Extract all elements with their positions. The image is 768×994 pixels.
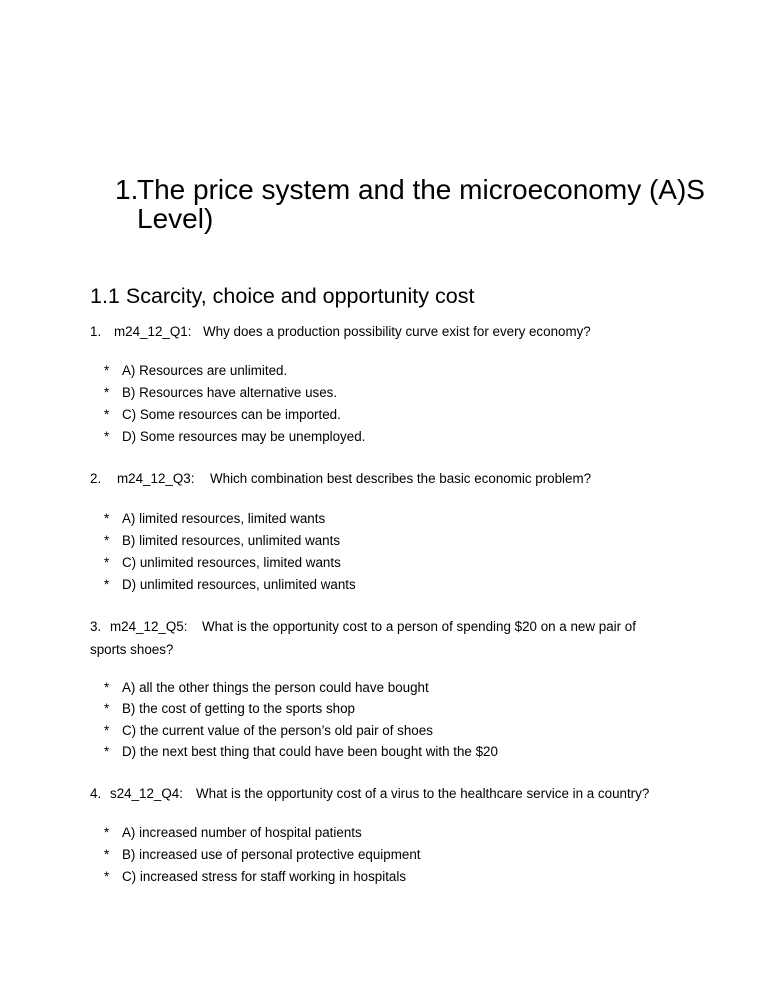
question-text-continued: sports shoes? [90, 642, 174, 657]
bullet-icon: * [104, 407, 110, 422]
option: C) unlimited resources, limited wants [122, 555, 341, 570]
section-heading: 1.1 Scarcity, choice and opportunity cost [90, 284, 475, 308]
bullet-icon: * [104, 701, 110, 716]
question-text: What is the opportunity cost to a person of spending $20 on a new pair of [202, 619, 636, 634]
page-title-continued: Level) [137, 203, 214, 234]
bullet-icon: * [104, 825, 110, 840]
option: B) increased use of personal protective equipment [122, 847, 421, 862]
question-text: What is the opportunity cost of a virus to the healthcare service in a country? [196, 786, 650, 801]
bullet-icon: * [104, 680, 110, 695]
question-text: Which combination best describes the basic economic problem? [210, 471, 592, 486]
bullet-icon: * [104, 847, 110, 862]
option: D) the next best thing that could have been bought with the $20 [122, 744, 498, 759]
question-number: 4. [90, 786, 102, 801]
option: C) increased stress for staff working in hospitals [122, 869, 407, 884]
question-text: Why does a production possibility curve exist for every economy? [203, 324, 591, 339]
bullet-icon: * [104, 577, 110, 592]
bullet-icon: * [104, 723, 110, 738]
option: A) increased number of hospital patients [122, 825, 362, 840]
page-title: The price system and the microeconomy (A)S [137, 174, 705, 205]
option: A) limited resources, limited wants [122, 511, 326, 526]
question-code: s24_12_Q4: [110, 786, 183, 801]
bullet-icon: * [104, 385, 110, 400]
bullet-icon: * [104, 363, 110, 378]
question-code: m24_12_Q3: [117, 471, 195, 486]
option: A) all the other things the person could have bought [122, 680, 429, 695]
option: C) Some resources can be imported. [122, 407, 341, 422]
question-number: 1. [90, 324, 102, 339]
option: B) Resources have alternative uses. [122, 385, 338, 400]
option: C) the current value of the person’s old pair of shoes [122, 723, 433, 738]
bullet-icon: * [104, 744, 110, 759]
option: A) Resources are unlimited. [122, 363, 288, 378]
question-code: m24_12_Q5: [110, 619, 188, 634]
option: D) unlimited resources, unlimited wants [122, 577, 356, 592]
bullet-icon: * [104, 511, 110, 526]
option: B) limited resources, unlimited wants [122, 533, 341, 548]
title-number: 1. [115, 174, 139, 205]
question-code: m24_12_Q1: [114, 324, 192, 339]
option: B) the cost of getting to the sports shop [122, 701, 355, 716]
bullet-icon: * [104, 555, 110, 570]
bullet-icon: * [104, 429, 110, 444]
bullet-icon: * [104, 869, 110, 884]
bullet-icon: * [104, 533, 110, 548]
question-number: 3. [90, 619, 102, 634]
question-number: 2. [90, 471, 102, 486]
option: D) Some resources may be unemployed. [122, 429, 366, 444]
